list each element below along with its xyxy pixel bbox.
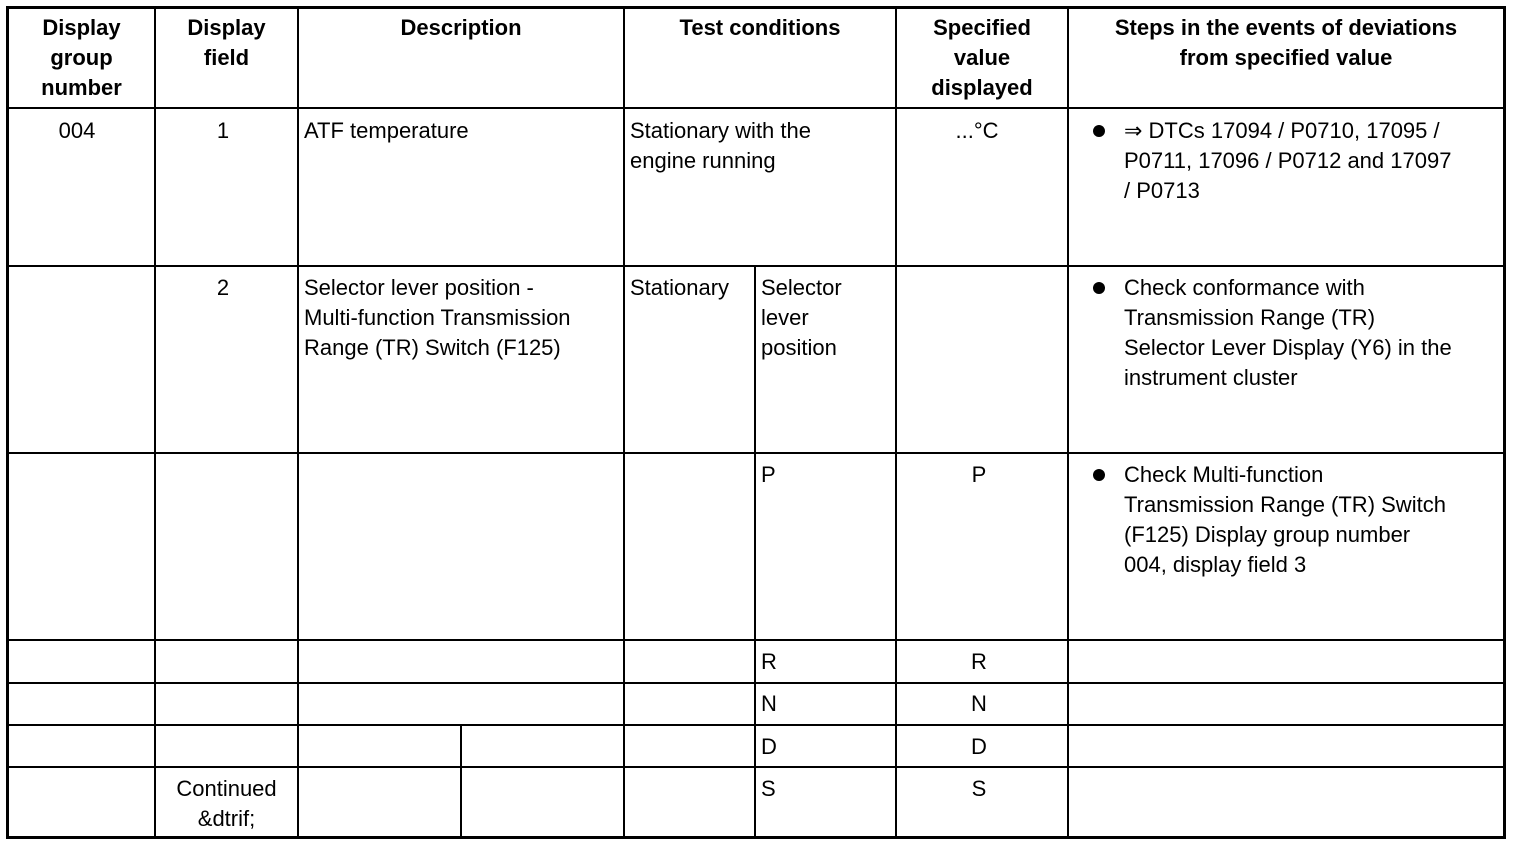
cell-test-conditions: Stationary with the engine running [630,118,811,173]
cell-specified-value: R [971,649,987,674]
cell-selector-lever-position: Selector lever position [761,275,842,360]
grid-line [6,107,1506,109]
cell-test-condition: Stationary [630,275,730,300]
cell-steps: Check Multi-function Transmission Range (TR) Switch (F125) Display group number 004, display field 3 [1124,462,1446,577]
header-specified-value: Specified value displayed [931,15,1033,100]
header-description: Description [400,15,522,40]
grid-line [754,266,756,839]
continued-note: Continued &dtrif; [176,776,277,831]
cell-display-field: 1 [216,118,230,143]
cell-specified-value: P [971,462,987,487]
cell-steps: ⇒ DTCs 17094 / P0710, 17095 / P0711, 17096 / P0712 and 17097 / P0713 [1124,118,1452,203]
header-display-field: Display field [187,15,266,70]
bullet-icon [1093,282,1105,294]
grid-line [460,725,462,839]
header-display-group-number: Display group number [41,15,122,100]
cell-specified-value: S [971,776,987,801]
grid-line [6,766,1506,768]
cell-specified-value: ...°C [955,118,999,143]
cell-steps: Check conformance with Transmission Range (TR) Selector Lever Display (Y6) in the instrument cluster [1124,275,1452,390]
grid-line [623,6,625,839]
cell-selector-position: R [761,649,777,674]
grid-line [6,682,1506,684]
header-steps: Steps in the events of deviations from specified value [1114,15,1458,70]
grid-line [6,452,1506,454]
grid-line [6,265,1506,267]
cell-display-field: 2 [216,275,230,300]
cell-selector-position: N [761,691,777,716]
cell-selector-position: P [761,462,776,487]
cell-group-number: 004 [58,118,96,143]
grid-line [1067,6,1069,839]
header-test-conditions: Test conditions [679,15,841,40]
bullet-icon [1093,125,1105,137]
cell-specified-value: D [971,734,987,759]
grid-line [297,6,299,839]
cell-description: Selector lever position - Multi-function Transmission Range (TR) Switch (F125) [304,275,571,360]
cell-specified-value: N [971,691,987,716]
cell-selector-position: D [761,734,777,759]
grid-line [6,724,1506,726]
grid-line [6,639,1506,641]
bullet-icon [1093,469,1105,481]
cell-description: ATF temperature [304,118,469,143]
cell-selector-position: S [761,776,776,801]
